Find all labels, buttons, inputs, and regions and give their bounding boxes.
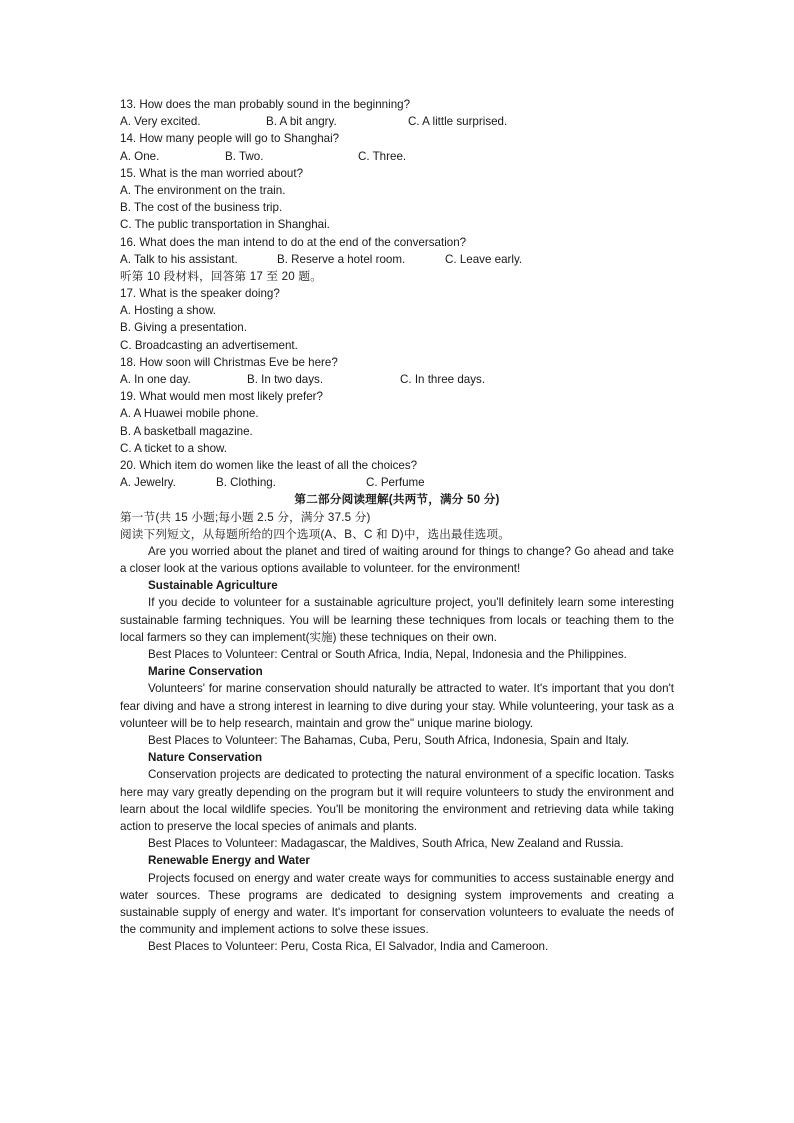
option-b: B. A bit angry. xyxy=(266,115,337,129)
option-b: B. Giving a presentation. xyxy=(120,321,247,335)
options-18 xyxy=(120,371,674,388)
question-18: 18. How soon will Christmas Eve be here? xyxy=(120,355,338,369)
listening-instruction: 听第 10 段材料，回答第 17 至 20 题。 xyxy=(120,269,322,283)
best-places: Best Places to Volunteer: Peru, Costa Rica, El Salvador, India and Cameroon. xyxy=(148,940,549,954)
section-heading: Sustainable Agriculture xyxy=(148,579,278,593)
option-c: C. Broadcasting an advertisement. xyxy=(120,338,298,352)
option-c: C. Perfume xyxy=(366,476,425,490)
option-a: A. The environment on the train. xyxy=(120,183,286,197)
option-a: A. Very excited. xyxy=(120,115,201,129)
option-b: B. The cost of the business trip. xyxy=(120,201,283,215)
reading-instruction: 阅读下列短文，从每题所给的四个选项(A、B、C 和 D)中，选出最佳选项。 xyxy=(120,527,510,541)
option-a: A. A Huawei mobile phone. xyxy=(120,407,259,421)
option-c: C. The public transportation in Shanghai. xyxy=(120,218,330,232)
question-15: 15. What is the man worried about? xyxy=(120,166,304,180)
option-c: C. A little surprised. xyxy=(408,115,508,129)
option-c: C. A ticket to a show. xyxy=(120,441,227,455)
question-14: 14. How many people will go to Shanghai? xyxy=(120,132,340,146)
section-heading: Nature Conservation xyxy=(148,751,263,765)
option-b: B. Two. xyxy=(225,149,264,163)
section-heading: Renewable Energy and Water xyxy=(148,854,310,868)
option-b: B. In two days. xyxy=(247,373,324,386)
section-body: If you decide to volunteer for a sustainable agriculture project, you'll definitely learn some interesting sustainable farming techniques. You will be learning these techniques from locals or teaching them to the local farmers so they can implement(实施) these techniques on their own. xyxy=(120,596,674,644)
options-14 xyxy=(120,148,674,165)
question-17: 17. What is the speaker doing? xyxy=(120,287,280,301)
question-16: 16. What does the man intend to do at the end of the conversation? xyxy=(120,235,467,249)
option-b: B. Clothing. xyxy=(216,476,276,490)
exam-page xyxy=(120,96,674,956)
option-a: A. In one day. xyxy=(120,373,191,386)
option-a: A. One. xyxy=(120,149,160,163)
section-body: Volunteers' for marine conservation should naturally be attracted to water. It's important that you don't fear diving and have a strong interest in learning to dive during your stay. While volunteering, your task as a volunteer will be to help research, maintain and grow the" unique marine biology. xyxy=(120,682,674,730)
option-b: B. Reserve a hotel room. xyxy=(277,252,406,266)
option-a: A. Talk to his assistant. xyxy=(120,252,238,266)
options-16 xyxy=(120,251,674,268)
question-19: 19. What would men most likely prefer? xyxy=(120,390,323,404)
option-a: A. Hosting a show. xyxy=(120,304,217,318)
intro-paragraph: Are you worried about the planet and tired of waiting around for things to change? Go ahead and take a closer look at the various options available to volunteer. for the environment! xyxy=(120,544,674,576)
section-body: Projects focused on energy and water create ways for communities to access sustainable energy and water sources. These programs are dedicated to designing system improvements and creating a sustainable supply of energy and water. It's important for conservation volunteers to evaluate the needs of the community and implement actions to solve these issues. xyxy=(120,871,674,937)
options-20 xyxy=(120,474,674,491)
option-c: C. Three. xyxy=(358,149,407,163)
section-one-heading: 第一节(共 15 小题;每小题 2.5 分，满分 37.5 分) xyxy=(120,510,371,524)
part-two-title: 第二部分阅读理解(共两节，满分 50 分) xyxy=(294,493,500,507)
best-places: Best Places to Volunteer: The Bahamas, Cuba, Peru, South Africa, Indonesia, Spain and Italy. xyxy=(148,734,630,748)
question-13: 13. How does the man probably sound in the beginning? xyxy=(120,98,411,111)
option-a: A. Jewelry. xyxy=(120,476,176,490)
option-c: C. Leave early. xyxy=(445,252,523,266)
best-places: Best Places to Volunteer: Madagascar, the Maldives, South Africa, New Zealand and Russia. xyxy=(148,837,624,851)
options-13 xyxy=(120,113,674,130)
section-body: Conservation projects are dedicated to protecting the natural environment of a specific location. Tasks here may vary greatly depending on the program but it will require volunteers to study the environment and learn about the local wildlife species. You'll be monitoring the environment and retrieving data while taking action to preserve the local species of animals and plants. xyxy=(120,768,674,834)
best-places: Best Places to Volunteer: Central or South Africa, India, Nepal, Indonesia and the Philippines. xyxy=(148,648,627,662)
option-b: B. A basketball magazine. xyxy=(120,424,253,438)
option-c: C. In three days. xyxy=(400,373,486,386)
section-heading: Marine Conservation xyxy=(148,665,263,679)
question-20: 20. Which item do women like the least of all the choices? xyxy=(120,458,418,472)
